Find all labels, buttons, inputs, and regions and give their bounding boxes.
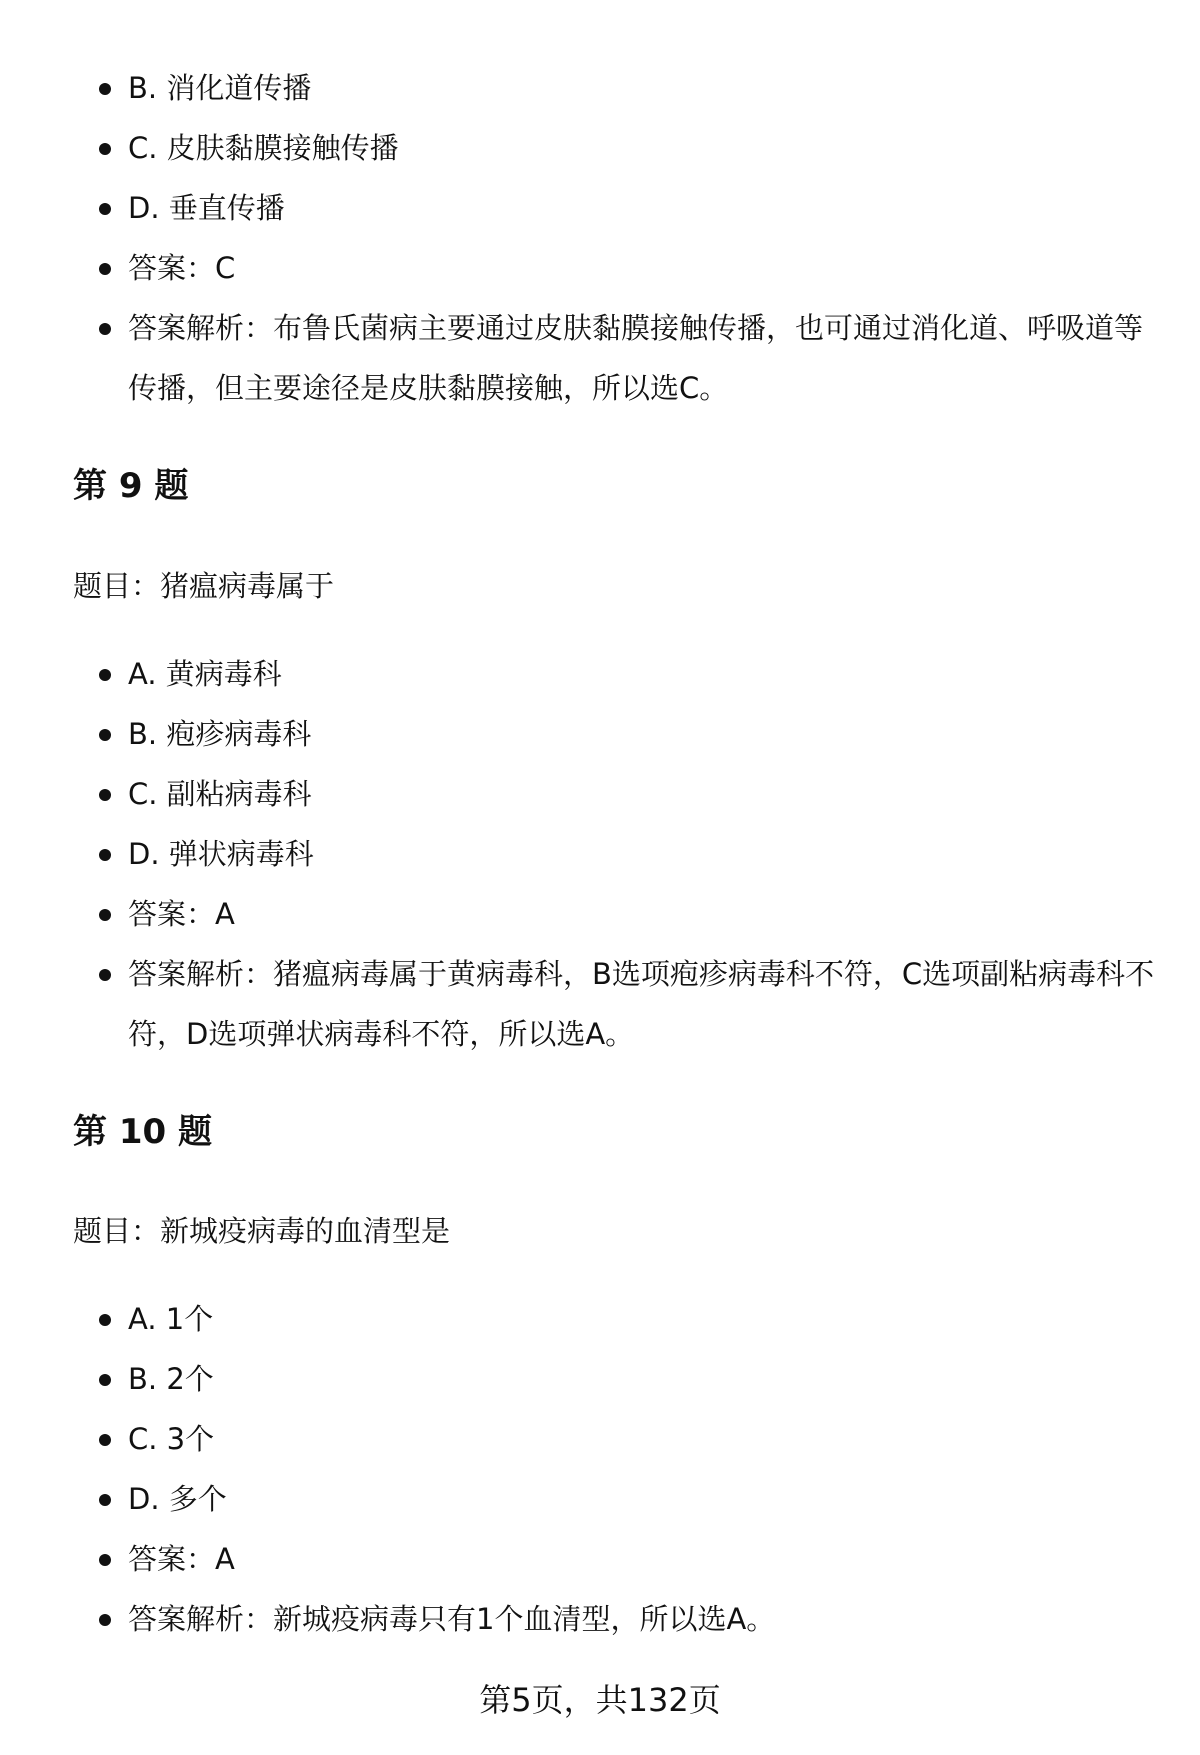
q10-title: 第 10 题 (73, 1112, 212, 1152)
q10-answer: 答案：A (0, 1529, 1200, 1589)
q8-analysis: 答案解析：布鲁氏菌病主要通过皮肤黏膜接触传播，也可通过消化道、呼吸道等传播，但主要途径是皮肤黏膜接触，所以选C。 (0, 298, 1200, 418)
q9-title: 第 9 题 (73, 466, 189, 506)
q9-analysis: 答案解析：猪瘟病毒属于黄病毒科，B选项疱疹病毒科不符，C选项副粘病毒科不符，D选项弹状病毒科不符，所以选A。 (0, 944, 1200, 1064)
q9-stem: 题目：猪瘟病毒属于 (73, 569, 335, 603)
q10-option-d: D. 多个 (0, 1469, 1200, 1529)
q10-stem: 题目：新城疫病毒的血清型是 (73, 1214, 451, 1248)
q9-option-d: D. 弹状病毒科 (0, 824, 1200, 884)
q10-analysis: 答案解析：新城疫病毒只有1个血清型，所以选A。 (0, 1589, 1200, 1649)
q8-option-d: D. 垂直传播 (0, 178, 1200, 238)
q10-options (0, 1289, 1200, 1649)
q8-options (0, 58, 1200, 418)
q9-options (0, 644, 1200, 1064)
q8-option-c: C. 皮肤黏膜接触传播 (0, 118, 1200, 178)
q9-option-b: B. 疱疹病毒科 (0, 704, 1200, 764)
q9-option-c: C. 副粘病毒科 (0, 764, 1200, 824)
page-footer: 第5页，共132页 (479, 1681, 721, 1719)
q9-answer: 答案：A (0, 884, 1200, 944)
q8-answer: 答案：C (0, 238, 1200, 298)
q10-option-b: B. 2个 (0, 1349, 1200, 1409)
q8-option-b: B. 消化道传播 (0, 58, 1200, 118)
q10-option-a: A. 1个 (0, 1289, 1200, 1349)
q10-option-c: C. 3个 (0, 1409, 1200, 1469)
q9-option-a: A. 黄病毒科 (0, 644, 1200, 704)
